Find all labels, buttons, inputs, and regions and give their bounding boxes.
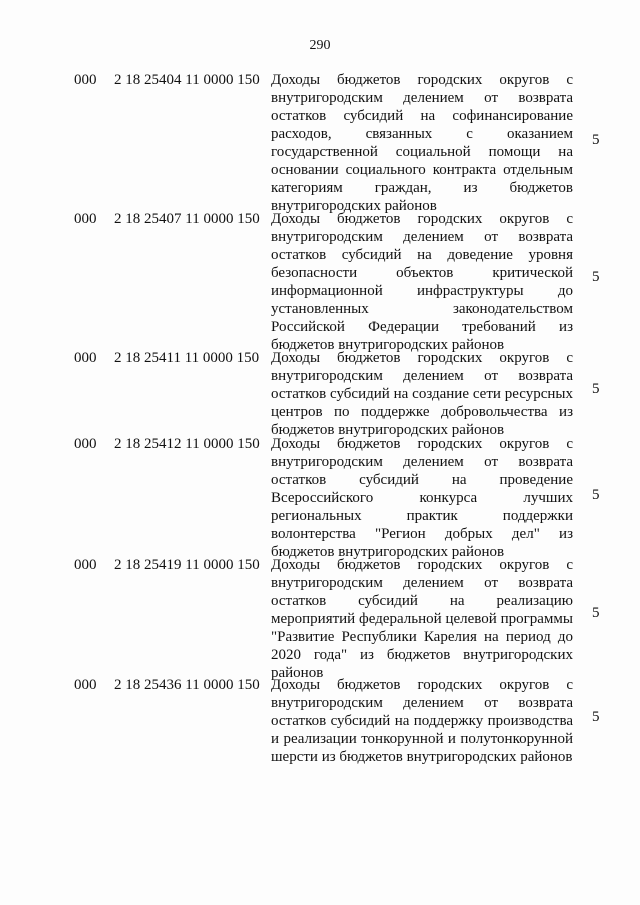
description-line: бюджетов внутригородских районов	[271, 422, 505, 438]
budget-classification-code: 2 18 25411 11 0000 150	[114, 350, 260, 366]
description-line: внутригородским делением от возврата	[271, 575, 573, 591]
revenue-description	[271, 435, 573, 561]
description-line: остатков субсидий на проведение	[271, 472, 573, 488]
description-line: остатков субсидий на доведение уровня	[271, 247, 573, 263]
description-line: внутригородским делением от возврата	[271, 368, 573, 384]
revenue-description	[271, 676, 573, 766]
description-line: региональных практик поддержки	[271, 508, 573, 524]
revenue-description	[271, 71, 573, 215]
description-line: внутригородским делением от возврата	[271, 695, 573, 711]
description-line: внутригородским делением от возврата	[271, 229, 573, 245]
description-line: остатков субсидий на софинансирование	[271, 108, 573, 124]
description-line: и реализации тонкорунной и полутонкорунной	[271, 731, 573, 747]
distribution-norm: 5	[592, 132, 600, 148]
description-line: районов	[271, 665, 324, 681]
description-line: информационной инфраструктуры до	[271, 283, 573, 299]
description-line: Российской Федерации требований из	[271, 319, 573, 335]
distribution-norm: 5	[592, 709, 600, 725]
budget-classification-code: 2 18 25436 11 0000 150	[114, 677, 260, 693]
admin-code: 000	[74, 211, 97, 227]
description-line: бюджетов внутригородских районов	[271, 337, 505, 353]
distribution-norm: 5	[592, 487, 600, 503]
description-line: Доходы бюджетов городских округов с	[271, 211, 573, 227]
description-line: категориям граждан, из бюджетов	[271, 180, 573, 196]
description-line: Всероссийского конкурса лучших	[271, 490, 573, 506]
description-line: Доходы бюджетов городских округов с	[271, 350, 573, 366]
description-line: остатков субсидий на поддержку производства	[271, 713, 573, 729]
description-line: волонтерства "Регион добрых дел" из	[271, 526, 573, 542]
admin-code: 000	[74, 350, 97, 366]
description-line: 2020 года" из бюджетов внутригородских	[271, 647, 573, 663]
description-line: государственной социальной помощи на	[271, 144, 573, 160]
budget-classification-code: 2 18 25407 11 0000 150	[114, 211, 260, 227]
description-line: внутригородским делением от возврата	[271, 90, 573, 106]
description-line: Доходы бюджетов городских округов с	[271, 72, 573, 88]
description-line: установленных законодательством	[271, 301, 573, 317]
distribution-norm: 5	[592, 605, 600, 621]
description-line: Доходы бюджетов городских округов с	[271, 677, 573, 693]
description-line: внутригородским делением от возврата	[271, 454, 573, 470]
description-line: шерсти из бюджетов внутригородских районов	[271, 749, 573, 765]
description-line: безопасности объектов критической	[271, 265, 573, 281]
admin-code: 000	[74, 72, 97, 88]
distribution-norm: 5	[592, 381, 600, 397]
description-line: мероприятий федеральной целевой программы	[271, 611, 573, 627]
description-line: основании социального контракта отдельным	[271, 162, 573, 178]
description-line: "Развитие Республики Карелия на период до	[271, 629, 573, 645]
budget-classification-code: 2 18 25412 11 0000 150	[114, 436, 260, 452]
admin-code: 000	[74, 677, 97, 693]
budget-classification-code: 2 18 25419 11 0000 150	[114, 557, 260, 573]
page-number: 290	[309, 38, 331, 53]
revenue-description	[271, 349, 573, 439]
description-line: внутригородских районов	[271, 198, 437, 214]
admin-code: 000	[74, 557, 97, 573]
description-line: остатков субсидий на создание сети ресурсных	[271, 386, 573, 402]
description-line: расходов, связанных с оказанием	[271, 126, 573, 142]
description-line: Доходы бюджетов городских округов с	[271, 557, 573, 573]
distribution-norm: 5	[592, 269, 600, 285]
revenue-description	[271, 210, 573, 354]
description-line: бюджетов внутригородских районов	[271, 544, 505, 560]
description-line: Доходы бюджетов городских округов с	[271, 436, 573, 452]
description-line: центров по поддержке добровольчества из	[271, 404, 573, 420]
revenue-description	[271, 556, 573, 682]
description-line: остатков субсидий на реализацию	[271, 593, 573, 609]
budget-classification-code: 2 18 25404 11 0000 150	[114, 72, 260, 88]
admin-code: 000	[74, 436, 97, 452]
